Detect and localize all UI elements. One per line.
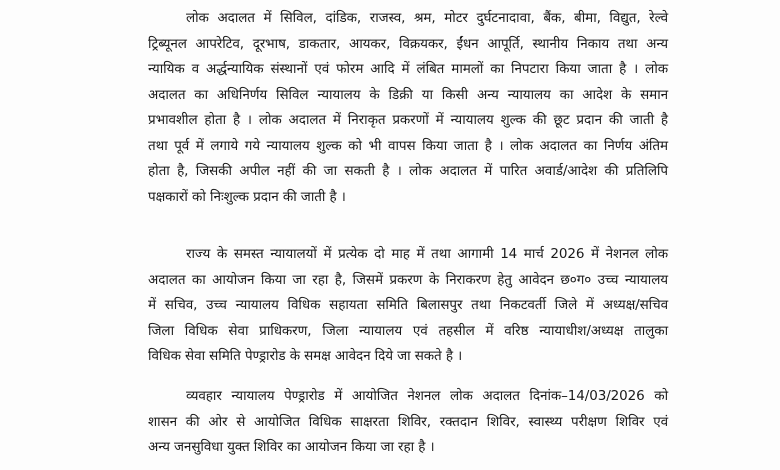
text-line: होता है, जिसकी अपील नहीं की जा सकती है । लोक अदालत में पारित अवार्ड/आदेश की प्रतिलिपि bbox=[148, 163, 668, 179]
text-line: न्यायिक व अर्द्धन्यायिक संस्थानों एवं फोरम आदि में लंबित मामलों का निपटारा किया जाता है । लोक bbox=[148, 61, 668, 77]
text-line: लोक अदालत में सिविल, दांडिक, राजस्व, श्रम, मोटर दुर्घटनादावा, बैंक, बीमा, विद्युत, रेल्वे bbox=[186, 10, 668, 26]
text-line: पक्षकारों को निःशुल्क प्रदान की जाती है । bbox=[148, 188, 346, 205]
text-line: ट्रिब्यूनल आपरेटिव, दूरभाष, डाकतार, आयकर, विक्रयकर, ईंधन आपूर्ति, स्थानीय निकाय तथा अन्य bbox=[148, 35, 668, 52]
text-line: राज्य के समस्त न्यायालयों में प्रत्येक दो माह में तथा आगामी 14 मार्च 2026 में नेशनल लोक bbox=[186, 246, 668, 262]
text-line: प्रभावशील होता है । लोक अदालत में निराकृत प्रकरणों में न्यायालय शुल्क की छूट प्रदान की जाती है bbox=[148, 112, 668, 128]
text-line: व्यवहार न्यायालय पेण्ड्रारोड में आयोजित नेशनल लोक अदालत दिनांक–14/03/2026 को bbox=[186, 388, 668, 404]
text-line: अन्य जनसुविधा युक्त शिविर का आयोजन किया जा रहा है । bbox=[148, 439, 435, 455]
text-line: तथा पूर्व में लगाये गये न्यायालय शुल्क को भी वापस किया जाता है । लोक अदालत का निर्णय अंतिम bbox=[148, 137, 668, 154]
paragraph-national-lok-adalat bbox=[148, 242, 668, 370]
text-line: अदालत का अधिनिर्णय सिविल न्यायालय के डिक्री या किसी अन्य न्यायालय का आदेश के समान bbox=[148, 86, 668, 103]
text-line: में सचिव, उच्च न्यायालय विधिक सहायता समिति बिलासपुर तथा निकटवर्ती जिले में अध्यक्ष/सचिव bbox=[148, 297, 668, 313]
text-line: जिला विधिक सेवा प्राधिकरण, जिला न्यायालय एवं तहसील में वरिष्ठ न्यायाधीश/अध्यक्ष तालुका bbox=[148, 322, 668, 339]
paragraph-lok-adalat-scope bbox=[148, 6, 668, 210]
paragraph-camps bbox=[148, 384, 668, 461]
text-line: अदालत का आयोजन किया जा रहा है, जिसमें प्रकरण के निराकरण हेतु आवेदन छ०ग० उच्च न्यायालय bbox=[148, 271, 668, 288]
text-line: शासन की ओर से आयोजित विधिक साक्षरता शिविर, रक्तदान शिविर, स्वास्थ्य परीक्षण शिविर एवं bbox=[148, 413, 668, 430]
text-line: विधिक सेवा समिति पेण्ड्रारोड के समक्ष आवेदन दिये जा सकते है । bbox=[148, 348, 463, 364]
